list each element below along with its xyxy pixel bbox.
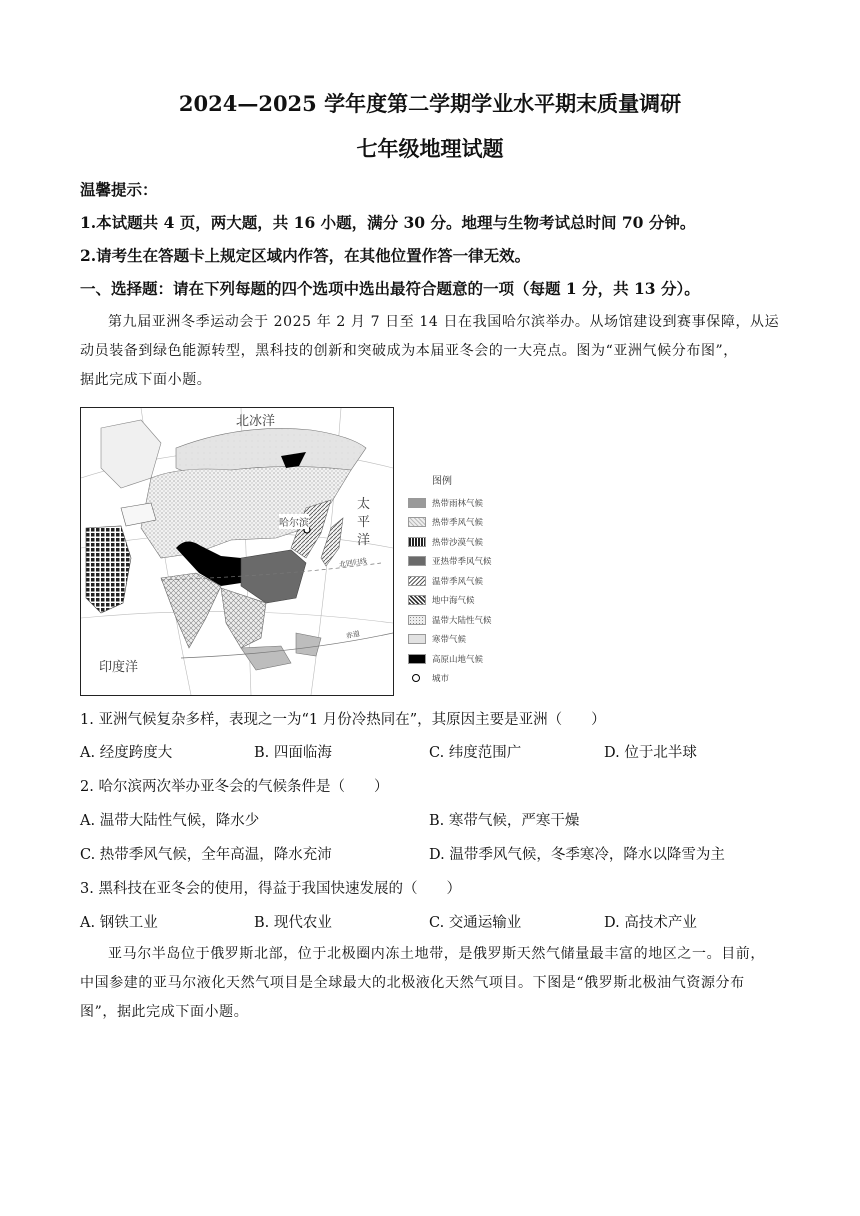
passage-2-line-1: 亚马尔半岛位于俄罗斯北部，位于北极圈内冻土地带，是俄罗斯天然气储量最丰富的地区之一。目前， bbox=[108, 946, 765, 962]
passage-2-line-2: 中国参建的亚马尔液化天然气项目是全球最大的北极液化天然气项目。下图是“俄罗斯北极油气资源分布 bbox=[80, 975, 745, 991]
legend-item: 温带大陆性气候 bbox=[408, 610, 548, 630]
question-2-option-a[interactable]: A. 温带大陆性气候，降水少 bbox=[80, 813, 260, 829]
question-3-option-c[interactable]: C. 交通运输业 bbox=[429, 915, 522, 931]
notice-heading: 温馨提示： bbox=[80, 180, 158, 199]
label-tropic-of-cancer: 北回归线 bbox=[338, 557, 368, 569]
asia-climate-map bbox=[80, 407, 394, 696]
question-3-option-d[interactable]: D. 高技术产业 bbox=[604, 915, 697, 931]
map-graphic bbox=[81, 408, 393, 695]
section-1-heading: 一、选择题：请在下列每题的四个选项中选出最符合题意的一项（每题 1 分，共 13 分）。 bbox=[80, 279, 700, 298]
notice-item-1: 1.本试题共 4 页，两大题，共 16 小题，满分 30 分。地理与生物考试总时间 70 分钟。 bbox=[80, 213, 696, 232]
question-1-option-c[interactable]: C. 纬度范围广 bbox=[429, 745, 522, 761]
legend-item: 热带沙漠气候 bbox=[408, 532, 548, 552]
legend-item: 城市 bbox=[408, 669, 548, 689]
passage-2-line-3: 图”，据此完成下面小题。 bbox=[80, 1004, 249, 1020]
passage-1-line-2: 动员装备到绿色能源转型，黑科技的创新和突破成为本届亚冬会的一大亮点。图为“亚洲气候分布图”， bbox=[80, 343, 738, 359]
exam-subtitle: 七年级地理试题 bbox=[356, 136, 504, 161]
map-legend bbox=[408, 472, 548, 688]
label-harbin: 哈尔滨 bbox=[279, 514, 309, 529]
passage-2 bbox=[80, 940, 785, 1027]
notice-item-2: 2.请考生在答题卡上规定区域内作答，在其他位置作答一律无效。 bbox=[80, 246, 531, 265]
question-3-stem: 3. 黑科技在亚冬会的使用，得益于我国快速发展的（ ） bbox=[80, 881, 461, 897]
passage-1-line-3: 据此完成下面小题。 bbox=[80, 372, 212, 388]
legend-item: 亚热带季风气候 bbox=[408, 552, 548, 572]
legend-title: 图例 bbox=[432, 476, 452, 487]
question-1-stem: 1. 亚洲气候复杂多样，表现之一为“1 月份冷热同在”，其原因主要是亚洲（ ） bbox=[80, 712, 606, 728]
label-pacific-ocean: 太 平 洋 bbox=[357, 497, 371, 548]
question-3-option-b[interactable]: B. 现代农业 bbox=[254, 915, 332, 931]
passage-1-line-1: 第九届亚洲冬季运动会于 2025 年 2 月 7 日至 14 日在我国哈尔滨举办。从场馆建设到赛事保障，从运 bbox=[108, 314, 780, 330]
question-1-option-a[interactable]: A. 经度跨度大 bbox=[80, 745, 173, 761]
legend-item: 热带季风气候 bbox=[408, 513, 548, 533]
question-1-option-b[interactable]: B. 四面临海 bbox=[254, 745, 332, 761]
legend-item: 热带雨林气候 bbox=[408, 493, 548, 513]
label-equator: 赤道 bbox=[345, 629, 361, 641]
legend-item: 温带季风气候 bbox=[408, 571, 548, 591]
question-2-option-c[interactable]: C. 热带季风气候，全年高温，降水充沛 bbox=[80, 847, 332, 863]
label-indian-ocean: 印度洋 bbox=[99, 660, 139, 675]
legend-item: 地中海气候 bbox=[408, 591, 548, 611]
question-2-option-b[interactable]: B. 寒带气候，严寒干燥 bbox=[429, 813, 580, 829]
legend-item: 高原山地气候 bbox=[408, 649, 548, 669]
exam-title: 2024—2025 学年度第二学期学业水平期末质量调研 bbox=[178, 91, 682, 116]
question-2-stem: 2. 哈尔滨两次举办亚冬会的气候条件是（ ） bbox=[80, 779, 389, 795]
question-1-option-d[interactable]: D. 位于北半球 bbox=[604, 745, 697, 761]
question-3-option-a[interactable]: A. 钢铁工业 bbox=[80, 915, 158, 931]
label-arctic-ocean: 北冰洋 bbox=[236, 414, 276, 429]
legend-item: 寒带气候 bbox=[408, 630, 548, 650]
question-2-option-d[interactable]: D. 温带季风气候，冬季寒冷，降水以降雪为主 bbox=[429, 847, 725, 863]
passage-1 bbox=[80, 308, 785, 395]
